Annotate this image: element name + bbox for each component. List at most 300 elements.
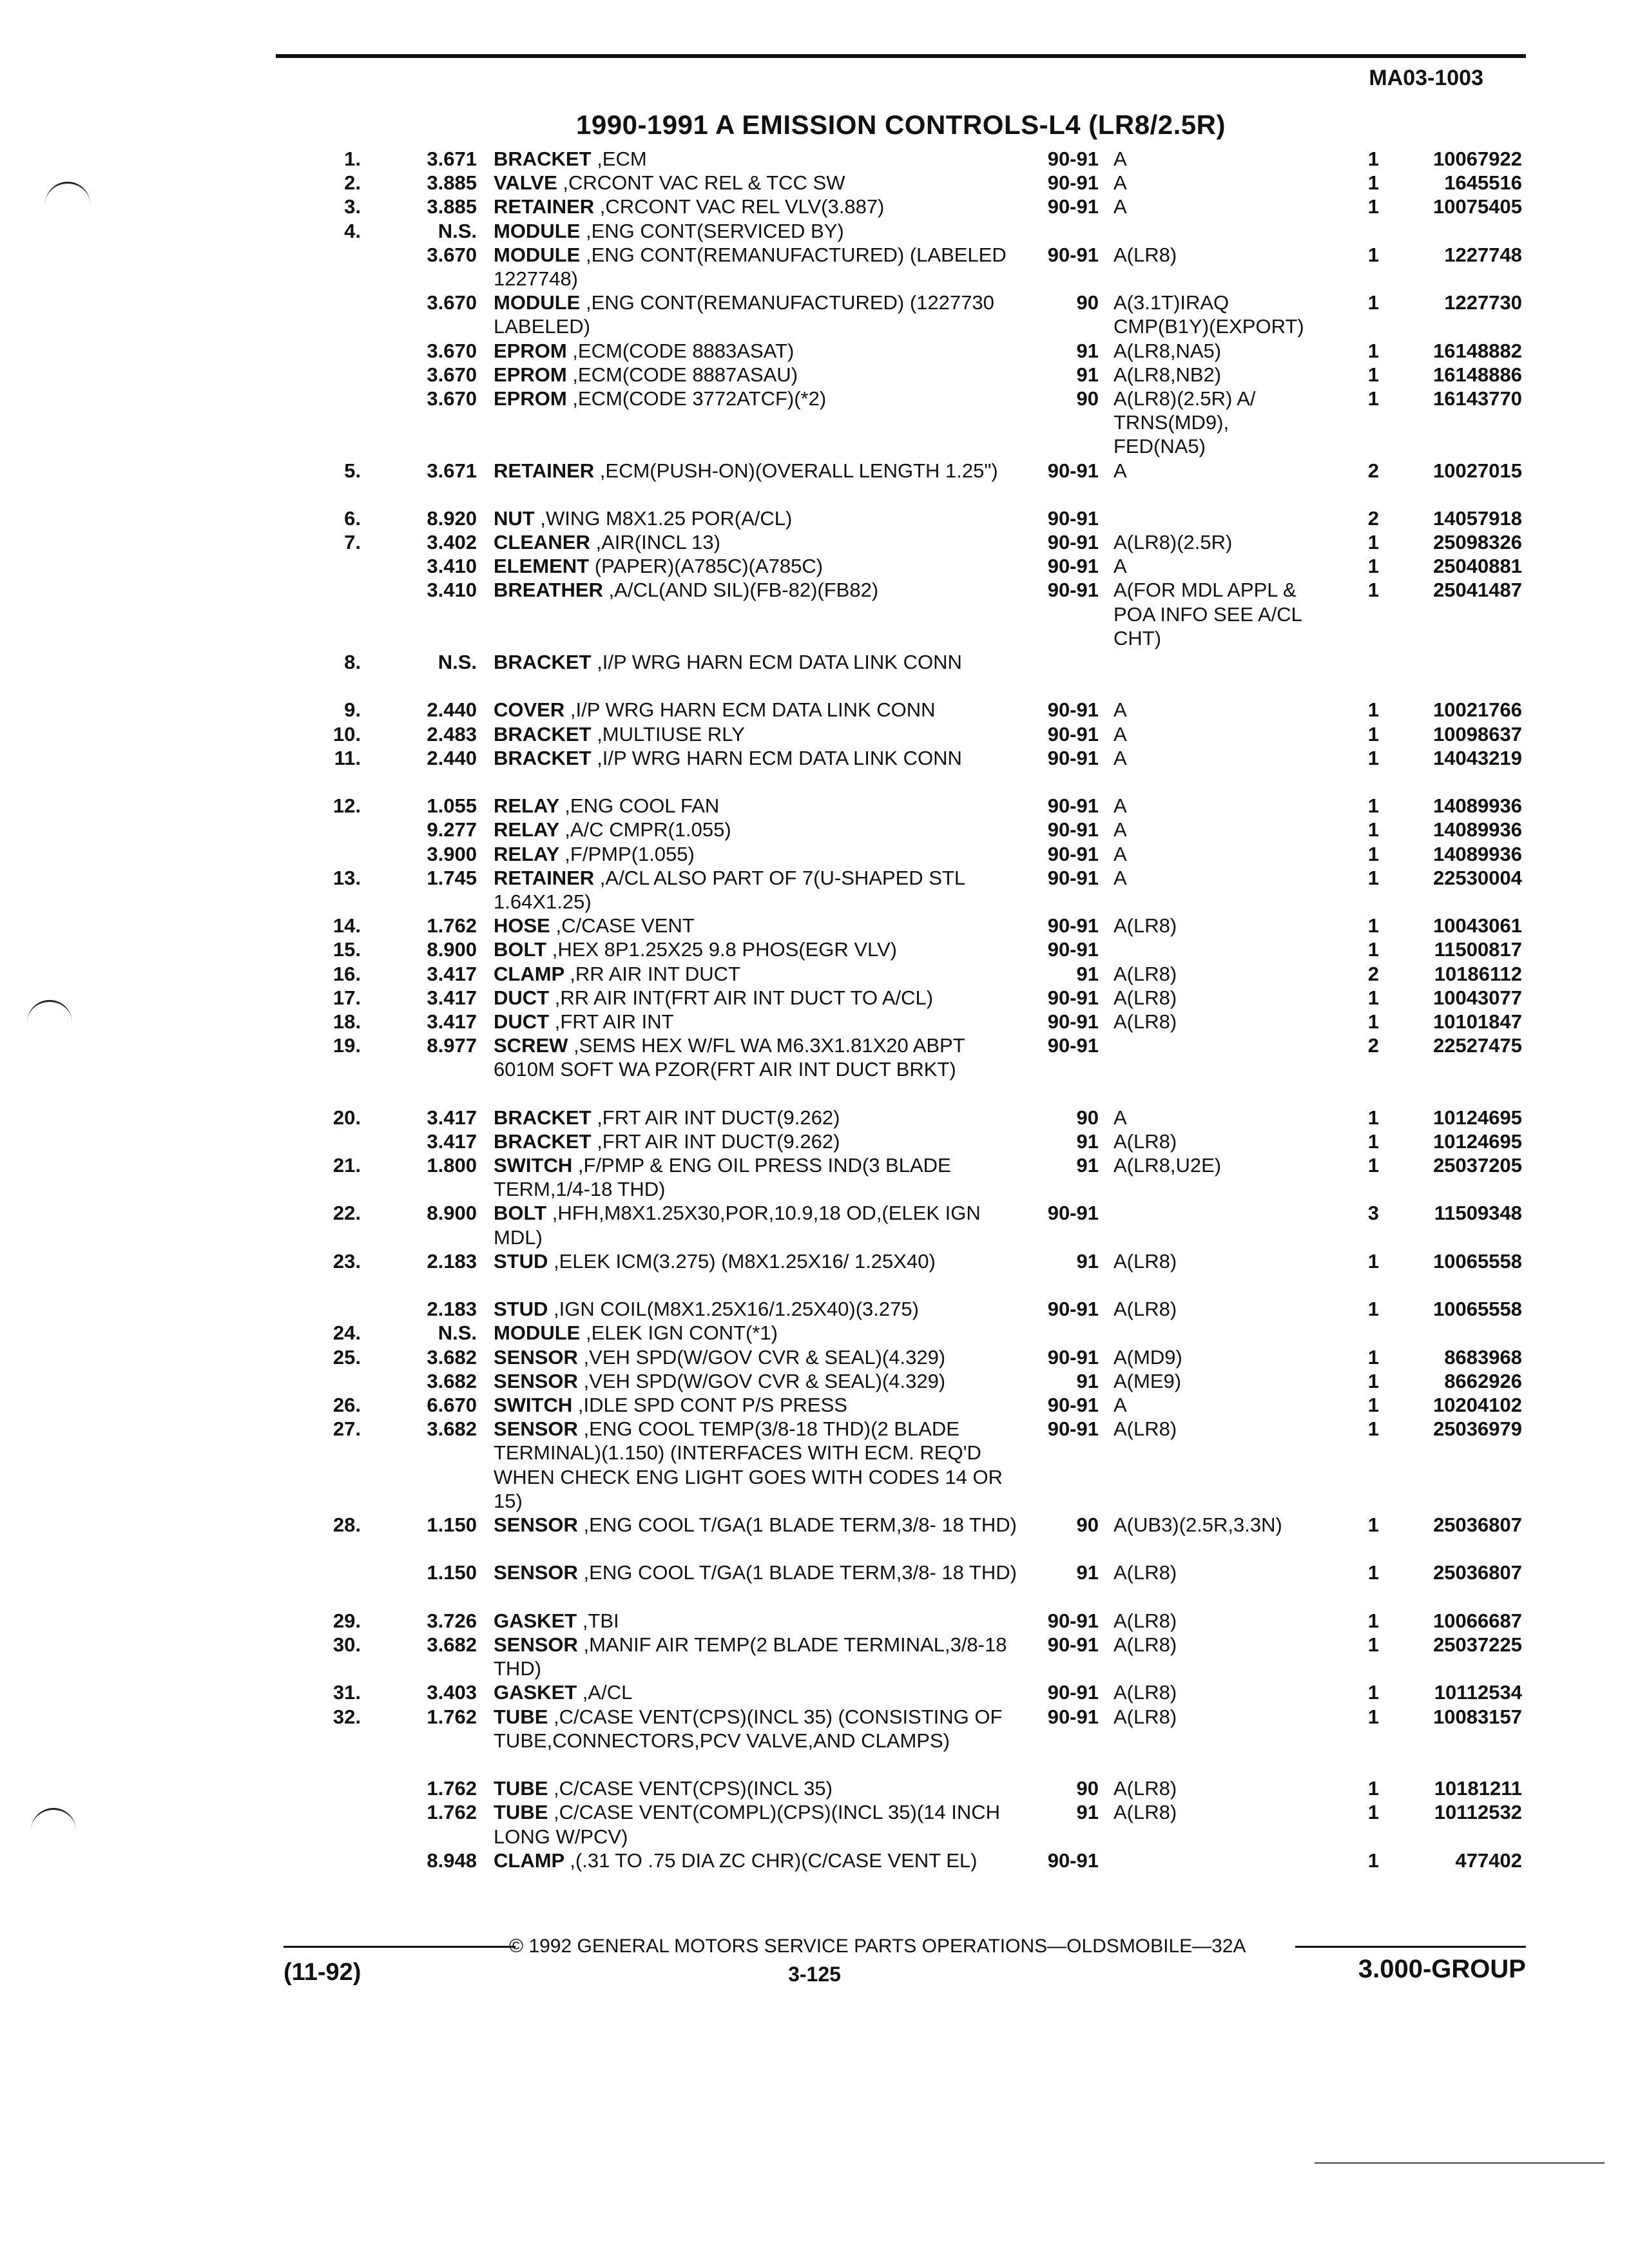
application: A(FOR MDL APPL & POA INFO SEE A/CL CHT) <box>1113 579 1302 649</box>
model-years: 90-91 <box>1047 459 1099 482</box>
part-name: BRACKET <box>494 651 592 674</box>
part-detail: ,(.31 TO .75 DIA ZC CHR)(C/CASE VENT EL) <box>570 1849 978 1872</box>
model-years: 90-91 <box>1047 698 1099 722</box>
part-name: SWITCH <box>494 1154 573 1177</box>
part-detail: ,A/C CMPR(1.055) <box>564 818 731 841</box>
group-number: 3.726 <box>427 1609 477 1632</box>
application: A(LR8) <box>1113 1418 1177 1441</box>
part-number: 14089936 <box>1433 842 1522 865</box>
parts-row <box>0 818 1629 841</box>
model-years: 91 <box>1076 1801 1099 1824</box>
quantity: 1 <box>1367 579 1379 602</box>
model-years: 90-91 <box>1047 1418 1099 1441</box>
group-number: 3.682 <box>427 1345 477 1369</box>
model-years: 91 <box>1076 1129 1099 1153</box>
quantity: 1 <box>1367 1106 1379 1129</box>
part-name: SENSOR <box>494 1369 578 1392</box>
quantity: 1 <box>1367 1129 1379 1153</box>
quantity: 1 <box>1367 1609 1379 1632</box>
quantity: 1 <box>1367 842 1379 865</box>
part-name: GASKET <box>494 1609 577 1632</box>
model-years: 90 <box>1076 291 1099 314</box>
parts-row <box>0 1705 1629 1777</box>
item-number: 20. <box>333 1106 361 1129</box>
quantity: 1 <box>1367 914 1379 937</box>
part-detail: ,I/P WRG HARN ECM DATA LINK CONN <box>597 651 962 674</box>
application: A(LR8) <box>1113 986 1177 1009</box>
part-number: 10043077 <box>1433 986 1522 1009</box>
part-detail: ,I/P WRG HARN ECM DATA LINK CONN <box>570 698 936 722</box>
application: A(LR8,NA5) <box>1113 339 1222 362</box>
part-number: 10186112 <box>1434 962 1522 985</box>
part-detail: ,ENG COOL T/GA(1 BLADE TERM,3/8- 18 THD) <box>583 1513 1017 1536</box>
model-years: 90 <box>1076 1777 1099 1800</box>
parts-list <box>0 147 1629 1896</box>
quantity: 1 <box>1367 938 1379 961</box>
part-number: 25041487 <box>1433 579 1522 602</box>
part-description <box>494 1705 1022 1753</box>
model-years: 90-91 <box>1047 1345 1099 1369</box>
part-number: 14089936 <box>1433 818 1522 841</box>
parts-row <box>0 1321 1629 1345</box>
part-name: MODULE <box>494 291 581 314</box>
parts-row <box>0 1633 1629 1680</box>
page-number: 3-125 <box>788 1963 841 1986</box>
application: A(LR8) <box>1113 914 1177 937</box>
part-name: TUBE <box>494 1777 548 1800</box>
parts-row <box>0 1393 1629 1417</box>
group-number: 3.410 <box>427 579 477 602</box>
group-number: 3.403 <box>427 1681 477 1704</box>
part-description <box>494 818 1022 841</box>
parts-row <box>0 243 1629 291</box>
part-detail: ,IGN COIL(M8X1.25X16/1.25X40)(3.275) <box>554 1298 919 1321</box>
item-number: 32. <box>333 1705 361 1728</box>
item-number: 25. <box>333 1345 361 1369</box>
group-number: 1.055 <box>427 794 477 818</box>
application: A(UB3)(2.5R,3.3N) <box>1113 1513 1282 1536</box>
group-number: 3.670 <box>427 387 477 410</box>
item-number: 11. <box>334 746 361 769</box>
part-detail: ,ENG COOL FAN <box>564 794 720 818</box>
group-number: 1.762 <box>427 1801 477 1824</box>
model-years: 90-91 <box>1047 1010 1099 1033</box>
group-number: 8.977 <box>427 1034 477 1057</box>
footer-rule-left <box>284 1946 516 1948</box>
part-description <box>494 554 1022 578</box>
part-detail: ,C/CASE VENT(CPS)(INCL 35) (CONSISTING OF TUBE,CONNECTORS,PCV VALVE,AND CLAMPS) <box>494 1705 1003 1752</box>
parts-row <box>0 1561 1629 1608</box>
part-detail: ,I/P WRG HARN ECM DATA LINK CONN <box>597 746 962 769</box>
parts-row <box>0 986 1629 1010</box>
model-years: 90-91 <box>1047 243 1099 266</box>
quantity: 1 <box>1367 1801 1379 1824</box>
part-name: RELAY <box>494 818 559 841</box>
part-number: 1227748 <box>1444 243 1522 266</box>
part-detail: ,FRT AIR INT <box>554 1010 674 1033</box>
item-number: 7. <box>344 531 361 554</box>
parts-row <box>0 746 1629 794</box>
model-years: 90-91 <box>1047 914 1099 937</box>
quantity: 1 <box>1367 1345 1379 1369</box>
part-detail: ,ENG CONT(SERVICED BY) <box>585 219 844 242</box>
quantity: 1 <box>1367 171 1379 195</box>
quantity: 1 <box>1367 339 1379 362</box>
parts-row <box>0 195 1629 218</box>
part-detail: ,MANIF AIR TEMP(2 BLADE TERMINAL,3/8-18 THD) <box>494 1633 1007 1680</box>
part-name: GASKET <box>494 1681 577 1704</box>
part-name: HOSE <box>494 914 550 937</box>
parts-row <box>0 1369 1629 1393</box>
application: A <box>1113 746 1127 769</box>
group-number: 9.277 <box>427 818 477 841</box>
part-description <box>494 1417 1022 1513</box>
group-number: 3.670 <box>427 339 477 362</box>
part-name: EPROM <box>494 339 567 362</box>
item-number: 16. <box>333 962 361 985</box>
part-number: 8662926 <box>1444 1369 1522 1392</box>
parts-row <box>0 339 1629 363</box>
model-years: 91 <box>1076 1249 1099 1273</box>
part-description <box>494 650 1022 674</box>
part-name: DUCT <box>494 986 550 1009</box>
group-number: 3.671 <box>427 459 477 482</box>
part-name: SENSOR <box>494 1345 578 1369</box>
part-name: RETAINER <box>494 866 595 889</box>
part-description <box>494 1033 1022 1081</box>
part-number: 25036807 <box>1433 1513 1522 1536</box>
part-detail: ,RR AIR INT DUCT <box>570 962 740 985</box>
part-description <box>494 1129 1022 1153</box>
part-detail: ,AIR(INCL 13) <box>595 531 720 554</box>
item-number: 24. <box>333 1321 361 1345</box>
part-detail: (PAPER)(A785C)(A785C) <box>594 555 824 578</box>
group-number: 3.682 <box>427 1369 477 1392</box>
part-name: BOLT <box>494 938 547 961</box>
application: A(LR8) <box>1113 1010 1177 1033</box>
part-detail: ,C/CASE VENT(COMPL)(CPS)(INCL 35)(14 INCH LONG W/PCV) <box>494 1801 1001 1848</box>
part-detail: ,ECM(CODE 8883ASAT) <box>572 339 795 362</box>
part-description <box>494 1393 1022 1417</box>
part-name: DUCT <box>494 1010 550 1033</box>
part-detail: ,TBI <box>582 1609 619 1632</box>
model-years: 90-91 <box>1047 579 1099 602</box>
item-number: 4. <box>344 219 361 242</box>
model-years: 90-91 <box>1047 794 1099 818</box>
quantity: 2 <box>1367 1034 1379 1057</box>
part-name: SENSOR <box>494 1418 578 1441</box>
model-years: 90-91 <box>1047 195 1099 218</box>
group-number: 3.670 <box>427 291 477 314</box>
group-number: 3.417 <box>427 962 477 985</box>
part-name: MODULE <box>494 1321 581 1345</box>
model-years: 90-91 <box>1047 1609 1099 1632</box>
group-number: 3.670 <box>427 363 477 386</box>
group-number: 3.682 <box>427 1418 477 1441</box>
parts-row <box>0 1297 1629 1321</box>
model-years: 90-91 <box>1047 555 1099 578</box>
model-years: 90-91 <box>1047 818 1099 841</box>
group-number: 1.150 <box>427 1561 477 1584</box>
part-name: EPROM <box>494 363 567 386</box>
part-name: VALVE <box>494 171 557 195</box>
part-name: CLEANER <box>494 531 590 554</box>
part-number: 10067922 <box>1433 148 1522 170</box>
part-detail: ,ELEK ICM(3.275) (M8X1.25X16/ 1.25X40) <box>554 1249 936 1273</box>
quantity: 1 <box>1367 387 1379 410</box>
application: A(LR8) <box>1113 1561 1177 1584</box>
copyright: © 1992 GENERAL MOTORS SERVICE PARTS OPERATIONS—OLDSMOBILE—32A <box>509 1936 1246 1957</box>
item-number: 5. <box>344 459 361 482</box>
part-description <box>494 147 1022 171</box>
part-number: 10027015 <box>1433 459 1522 482</box>
parts-row <box>0 1849 1629 1896</box>
part-number: 16148882 <box>1433 339 1522 362</box>
part-name: RETAINER <box>494 195 595 218</box>
application: A(LR8) <box>1113 1249 1177 1273</box>
part-name: BREATHER <box>494 579 603 602</box>
quantity: 1 <box>1367 531 1379 554</box>
part-number: 16148886 <box>1433 363 1522 386</box>
part-name: NUT <box>494 506 535 530</box>
group-number: 3.682 <box>427 1633 477 1656</box>
quantity: 1 <box>1367 148 1379 170</box>
group-number: 3.417 <box>427 1129 477 1153</box>
part-name: BRACKET <box>494 148 592 170</box>
quantity: 1 <box>1367 1393 1379 1416</box>
model-years: 91 <box>1076 962 1099 985</box>
parts-row <box>0 914 1629 937</box>
parts-row <box>0 1345 1629 1369</box>
application: A(LR8) <box>1113 1705 1177 1728</box>
group-number: 1.762 <box>427 914 477 937</box>
part-number: 10066687 <box>1433 1609 1522 1632</box>
parts-row <box>0 554 1629 578</box>
quantity: 1 <box>1367 722 1379 745</box>
item-number: 13. <box>333 866 361 889</box>
group-number: 2.440 <box>427 698 477 722</box>
date-code: (11-92) <box>284 1959 361 1986</box>
part-number: 25098326 <box>1433 531 1522 554</box>
application: A(LR8) <box>1113 1801 1177 1824</box>
part-name: EPROM <box>494 387 567 410</box>
application: A(LR8) <box>1113 1129 1177 1153</box>
model-years: 90-91 <box>1047 866 1099 889</box>
part-name: BOLT <box>494 1202 547 1225</box>
item-number: 3. <box>344 195 361 218</box>
part-number: 11500817 <box>1434 938 1522 961</box>
parts-row <box>0 722 1629 746</box>
quantity: 1 <box>1367 363 1379 386</box>
parts-row <box>0 530 1629 554</box>
part-detail: ,A/CL <box>582 1681 633 1704</box>
group-number: 2.440 <box>427 746 477 769</box>
parts-row <box>0 866 1629 914</box>
part-detail: ,CRCONT VAC REL & TCC SW <box>563 171 845 195</box>
item-number: 15. <box>333 938 361 961</box>
application: A <box>1113 842 1127 865</box>
group-number: 3.417 <box>427 1010 477 1033</box>
part-description <box>494 1106 1022 1129</box>
part-description <box>494 1680 1022 1704</box>
part-detail: ,FRT AIR INT DUCT(9.262) <box>597 1106 840 1129</box>
group-number: 3.410 <box>427 555 477 578</box>
group-number: 3.885 <box>427 171 477 195</box>
parts-row <box>0 1010 1629 1033</box>
part-name: ELEMENT <box>494 555 590 578</box>
part-number: 22530004 <box>1433 866 1522 889</box>
model-years: 90-91 <box>1047 1849 1099 1872</box>
group-number: 3.670 <box>427 243 477 266</box>
parts-row <box>0 1609 1629 1633</box>
application: A <box>1113 459 1127 482</box>
parts-row <box>0 1800 1629 1848</box>
model-years: 90 <box>1076 1513 1099 1536</box>
model-years: 90-91 <box>1047 1393 1099 1416</box>
part-description <box>494 937 1022 961</box>
parts-row <box>0 650 1629 698</box>
part-name: STUD <box>494 1249 548 1273</box>
parts-row <box>0 842 1629 866</box>
model-years: 90-91 <box>1047 746 1099 769</box>
item-number: 23. <box>333 1249 361 1273</box>
model-years: 90-91 <box>1047 1298 1099 1321</box>
parts-row <box>0 937 1629 961</box>
part-number: 25036807 <box>1433 1561 1522 1584</box>
item-number: 26. <box>333 1393 361 1416</box>
part-description <box>494 794 1022 818</box>
group-number: N.S. <box>438 219 477 242</box>
part-number: 10181211 <box>1434 1777 1522 1800</box>
parts-row <box>0 578 1629 650</box>
quantity: 2 <box>1367 962 1379 985</box>
parts-row <box>0 1129 1629 1153</box>
quantity: 1 <box>1367 746 1379 769</box>
quantity: 1 <box>1367 1154 1379 1177</box>
quantity: 2 <box>1367 506 1379 530</box>
quantity: 1 <box>1367 1010 1379 1033</box>
part-number: 10112534 <box>1434 1681 1522 1704</box>
model-years: 90-91 <box>1047 1705 1099 1728</box>
header-rule <box>276 54 1526 58</box>
group-number: 2.483 <box>427 722 477 745</box>
quantity: 1 <box>1367 1633 1379 1656</box>
part-description <box>494 387 1022 410</box>
part-description <box>494 1345 1022 1369</box>
part-name: SENSOR <box>494 1561 578 1584</box>
part-description <box>494 1633 1022 1680</box>
part-name: SWITCH <box>494 1393 573 1416</box>
parts-row <box>0 219 1629 243</box>
part-description <box>494 363 1022 387</box>
part-description <box>494 1201 1022 1249</box>
application: A(ME9) <box>1113 1369 1182 1392</box>
model-years: 91 <box>1076 1369 1099 1392</box>
part-detail: ,FRT AIR INT DUCT(9.262) <box>597 1129 840 1153</box>
part-name: RETAINER <box>494 459 595 482</box>
part-description <box>494 914 1022 937</box>
part-number: 10101847 <box>1433 1010 1522 1033</box>
parts-row <box>0 147 1629 171</box>
part-detail: ,VEH SPD(W/GOV CVR & SEAL)(4.329) <box>583 1345 946 1369</box>
application: A <box>1113 555 1127 578</box>
item-number: 10. <box>333 722 361 745</box>
part-name: TUBE <box>494 1705 548 1728</box>
part-detail: ,WING M8X1.25 POR(A/CL) <box>540 506 793 530</box>
part-name: CLAMP <box>494 1849 564 1872</box>
group-number: 3.417 <box>427 986 477 1009</box>
quantity: 1 <box>1367 794 1379 818</box>
group-number: 2.183 <box>427 1298 477 1321</box>
part-description <box>494 578 1022 602</box>
parts-row <box>0 291 1629 338</box>
item-number: 6. <box>344 506 361 530</box>
footer-rule-right <box>1295 1946 1526 1948</box>
model-years: 90-91 <box>1047 938 1099 961</box>
part-number: 10043061 <box>1433 914 1522 937</box>
quantity: 1 <box>1367 1777 1379 1800</box>
part-description <box>494 1800 1022 1848</box>
quantity: 1 <box>1367 1561 1379 1584</box>
model-years: 90-91 <box>1047 506 1099 530</box>
quantity: 1 <box>1367 291 1379 314</box>
part-number: 10204102 <box>1433 1393 1522 1416</box>
parts-row <box>0 1680 1629 1704</box>
part-number: 10065558 <box>1433 1298 1522 1321</box>
parts-row <box>0 1249 1629 1297</box>
quantity: 1 <box>1367 1418 1379 1441</box>
model-years: 90 <box>1076 387 1099 410</box>
part-description <box>494 722 1022 746</box>
item-number: 31. <box>333 1681 361 1704</box>
application: A(3.1T)IRAQ CMP(B1Y)(EXPORT) <box>1113 291 1304 338</box>
parts-row <box>0 459 1629 506</box>
parts-row <box>0 1513 1629 1561</box>
part-description <box>494 842 1022 866</box>
part-number: 10083157 <box>1433 1705 1522 1728</box>
part-name: RELAY <box>494 842 559 865</box>
part-number: 14089936 <box>1433 794 1522 818</box>
group-number: 3.671 <box>427 148 477 170</box>
item-number: 18. <box>333 1010 361 1033</box>
part-number: 14043219 <box>1433 746 1522 769</box>
part-description <box>494 195 1022 218</box>
model-years: 91 <box>1076 339 1099 362</box>
model-years: 90-91 <box>1047 531 1099 554</box>
part-detail: ,ENG COOL TEMP(3/8-18 THD)(2 BLADE TERMINAL)(1.150) (INTERFACES WITH ECM. REQ'D WHEN CHECK ENG LIGHT GOES WITH CODES 14 OR 15) <box>494 1418 1003 1512</box>
part-detail: ,VEH SPD(W/GOV CVR & SEAL)(4.329) <box>583 1369 946 1392</box>
part-description <box>494 1010 1022 1033</box>
parts-row <box>0 363 1629 387</box>
part-detail: ,ENG COOL T/GA(1 BLADE TERM,3/8- 18 THD) <box>583 1561 1017 1584</box>
part-description <box>494 746 1022 770</box>
part-name: BRACKET <box>494 1129 592 1153</box>
part-detail: ,F/PMP(1.055) <box>564 842 695 865</box>
part-description <box>494 698 1022 722</box>
group-number: 1.762 <box>427 1705 477 1728</box>
part-name: SENSOR <box>494 1633 578 1656</box>
part-detail: ,ECM(PUSH-ON)(OVERALL LENGTH 1.25") <box>599 459 998 482</box>
application: A(LR8) <box>1113 1681 1177 1704</box>
group-number: N.S. <box>438 1321 477 1345</box>
part-name: SENSOR <box>494 1513 578 1536</box>
group-number: 1.150 <box>427 1513 477 1536</box>
group-number: 3.417 <box>427 1106 477 1129</box>
group-number: 3.900 <box>427 842 477 865</box>
part-description <box>494 291 1022 338</box>
parts-row <box>0 387 1629 459</box>
application: A <box>1113 1393 1127 1416</box>
